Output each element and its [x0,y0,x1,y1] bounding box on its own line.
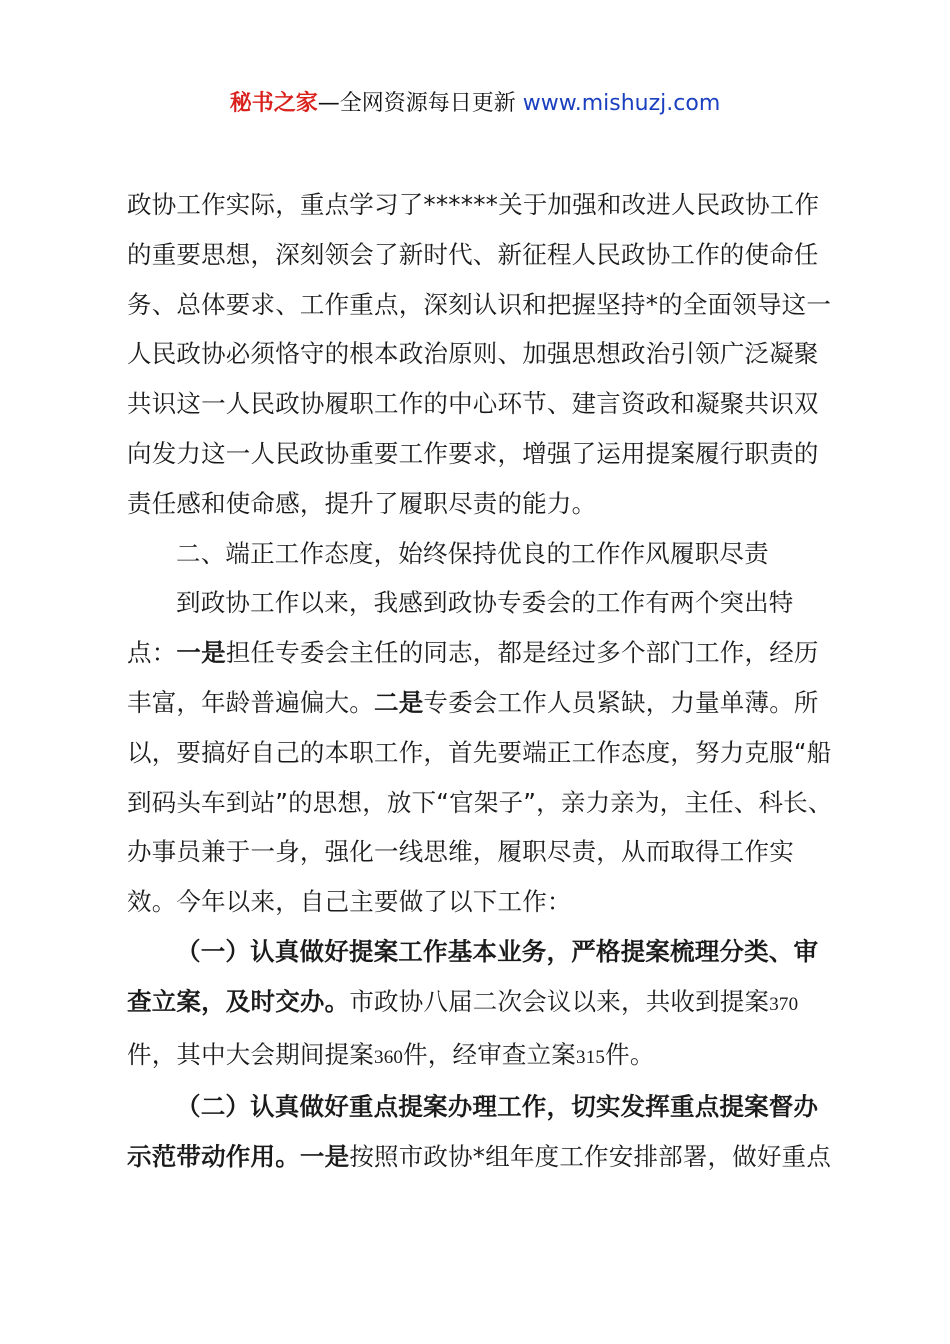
item-2-point-one-label: 一是 [299,1142,350,1172]
site-url-link[interactable]: www.mishuzj.com [522,91,721,116]
session-proposals-count: 360 [374,1046,404,1068]
item-1-text-c: 件，经审查立案 [403,1039,577,1069]
item-1-text-b: 件，其中大会期间提案 [127,1039,374,1069]
paragraph-work-attitude [127,578,839,927]
document-body [127,180,839,1182]
section-heading-2: 二、端正工作态度，始终保持优良的工作作风履职尽责 [176,538,769,568]
paragraph-intro-text: 到政协工作以来，我感到政协专委会的工作有两个突出特点： [127,588,794,668]
page-header [0,88,950,120]
point-two-text: 专委会工作人员紧缺，力量单薄。所以，要搞好自己的本职工作，首先要端正工作态度，努力克服“船到码头车到站”的思想，放下“官架子”，亲力亲为，主任、科长、办事员兼于一身，强化一线思维，履职尽责，从而取得工作实效。今年以来，自己主要做了以下工作： [127,687,833,917]
point-one-text: 担任专委会主任的同志，都是经过多个部门工作，经历丰富，年龄普遍偏大。 [127,638,819,717]
point-one-label: 一是 [176,638,226,668]
item-2-heading: （二）认真做好重点提案办理工作，切实发挥重点提案督办示范带动作用。 [127,1092,819,1172]
item-1-heading: （一）认真做好提案工作基本业务，严格提案梳理分类、审查立案，及时交办。 [127,936,819,1016]
item-1-text-d: 件。 [605,1039,655,1069]
item-1-text-a: 市政协八届二次会议以来，共收到提案 [349,986,770,1016]
paragraph-item-2 [127,1082,839,1182]
brand-name: 秘书之家 [229,91,318,116]
total-proposals-count: 370 [769,993,799,1015]
accepted-proposals-count: 315 [576,1046,606,1068]
point-two-label: 二是 [374,687,424,717]
item-2-point-one-text: 按照市政协*组年度工作安排部署，做好重点 [349,1142,832,1172]
paragraph-item-1 [127,927,839,1082]
header-slogan: —全网资源每日更新 [317,91,523,116]
paragraph-study: 政协工作实际，重点学习了******关于加强和改进人民政协工作的重要思想，深刻领会了新时代、新征程人民政协工作的使命任务、总体要求、工作重点，深刻认识和把握坚持*的全面领导这一人民政协必须恪守的根本政治原则、加强思想政治引领广泛凝聚共识这一人民政协履职工作的中心环节、建言资政和凝聚共识双向发力这一人民政协重要工作要求，增强了运用提案履行职责的责任感和使命感，提升了履职尽责的能力。 [127,190,832,518]
